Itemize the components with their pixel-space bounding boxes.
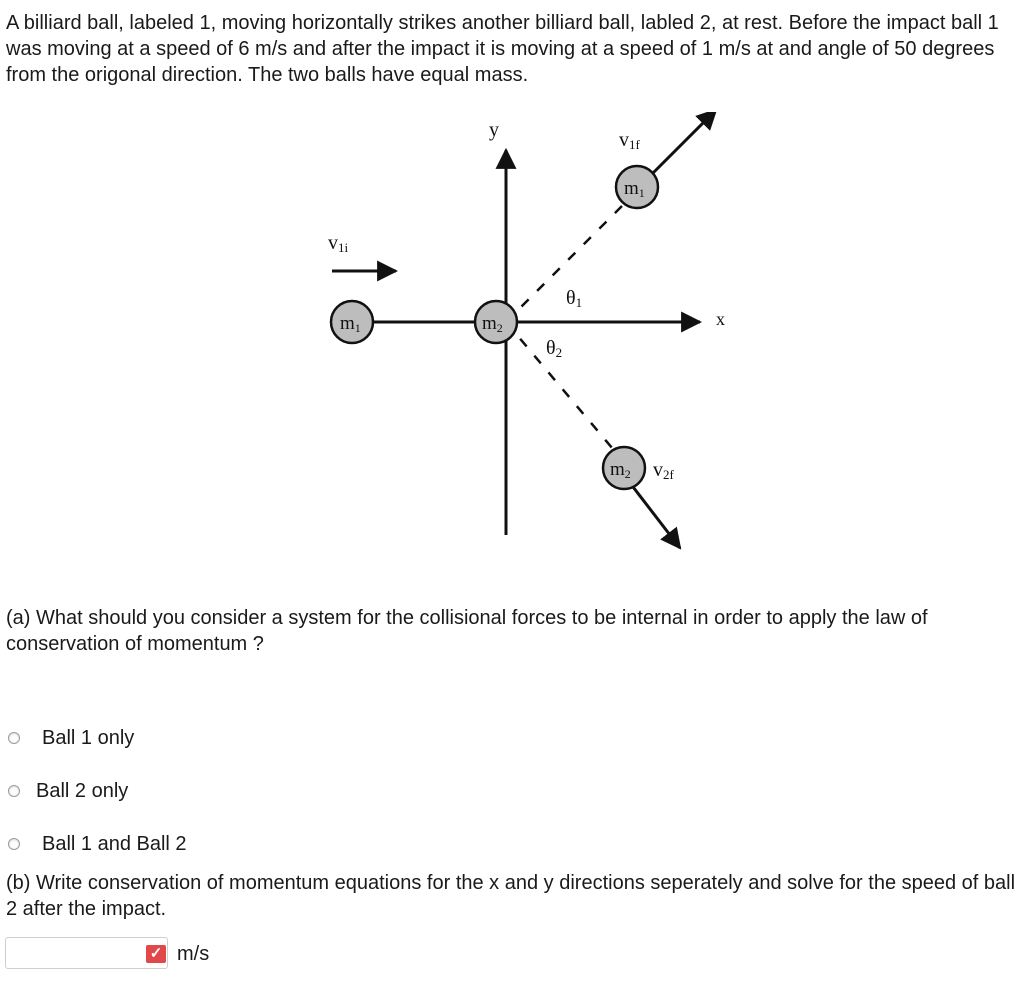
m1-left-label: m1: [340, 313, 361, 335]
ball2-path-dashed: [506, 322, 618, 455]
radio-button[interactable]: [8, 838, 20, 850]
incorrect-check-icon: ✓: [146, 945, 166, 963]
problem-statement: A billiard ball, labeled 1, moving horizontally strikes another billiard ball, labled 2, at rest. Before the impact ball 1 was moving at a speed of 6 m/s and after the impact it is moving at a speed of 1 m/s at and angle of 50 degrees from the origonal direction. The two balls have equal mass.: [6, 12, 999, 86]
m2-bottom-label: m2: [610, 459, 631, 481]
theta2-label: θ2: [546, 337, 563, 360]
radio-button[interactable]: [8, 785, 20, 797]
part-b-question: (b) Write conservation of momentum equations for the x and y directions seperately and solve for the speed of ball 2 after the impact.: [6, 872, 1016, 920]
part-a-question: (a) What should you consider a system for the collisional forces to be internal in order to apply the law of conservation of momentum ?: [6, 607, 928, 655]
ball1-path-dashed: [506, 204, 624, 322]
theta1-label: θ1: [566, 287, 583, 310]
option-ball-1-and-ball-2[interactable]: [8, 832, 187, 856]
option-ball-2-only[interactable]: [8, 779, 128, 803]
y-axis-label: y: [489, 119, 499, 141]
v1i-label: v1i: [328, 232, 349, 255]
option-label: Ball 1 and Ball 2: [42, 832, 187, 855]
v1f-label: v1f: [619, 129, 640, 152]
m2-center-label: m2: [482, 313, 503, 335]
option-label: Ball 2 only: [36, 779, 129, 802]
unit-label: m/s: [177, 943, 210, 965]
v2f-label: v2f: [653, 459, 674, 482]
option-ball-1-only[interactable]: [8, 726, 134, 750]
m1-top-label: m1: [624, 178, 645, 200]
option-label: Ball 1 only: [42, 726, 135, 749]
collision-diagram: [318, 112, 748, 557]
v1f-arrow: [652, 112, 716, 174]
radio-button[interactable]: [8, 732, 20, 744]
v2f-arrow: [630, 483, 680, 548]
speed-answer-input[interactable]: [5, 937, 168, 969]
x-axis-label: x: [716, 309, 725, 329]
